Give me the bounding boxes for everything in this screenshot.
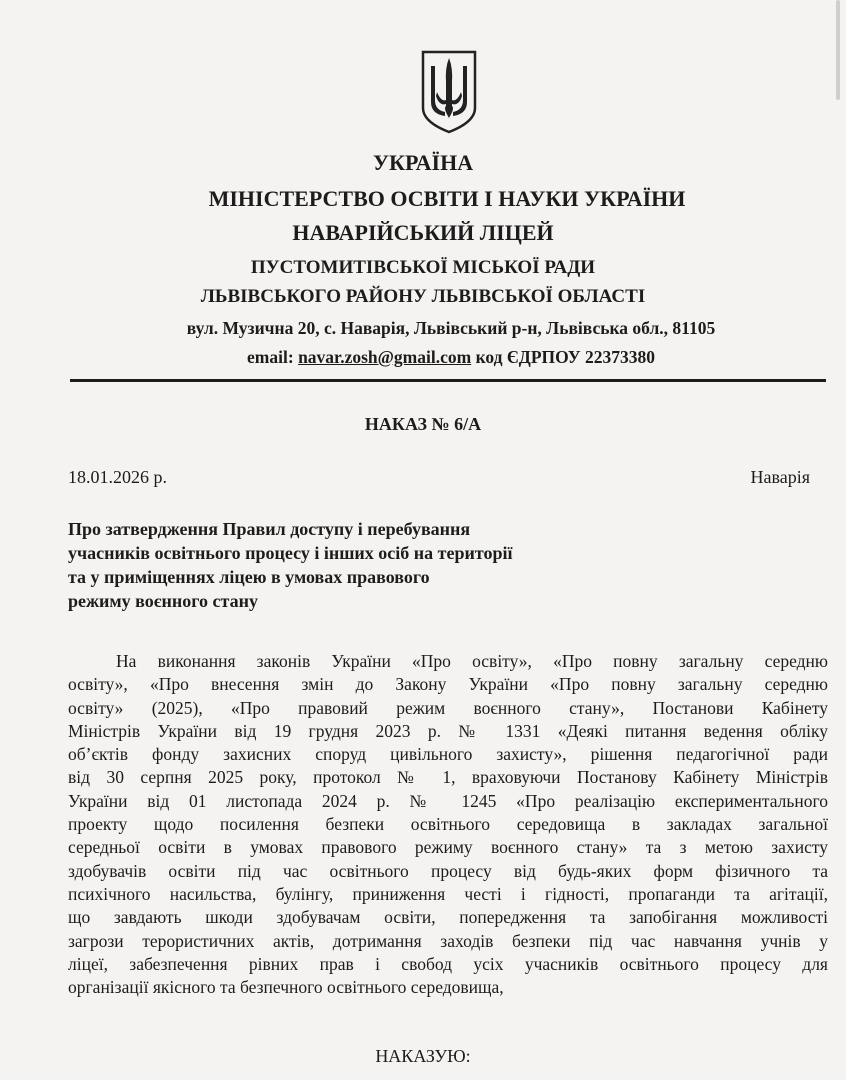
district-title: ЛЬВІВСЬКОГО РАЙОНУ ЛЬВІВСЬКОЇ ОБЛАСТІ: [200, 286, 646, 307]
body-line: ліцеї, забезпечення рівних прав і свобод усіх учасників освітнього процесу для: [68, 953, 828, 974]
subject-line: та у приміщеннях ліцею в умовах правового: [68, 567, 430, 587]
body-line: загрози терористичних актів, дотримання заходів безпеки під час навчання учнів у: [68, 930, 828, 951]
order-place: Наварія: [750, 467, 810, 487]
country-title: УКРАЇНА: [372, 150, 474, 175]
body-line: організації якісного та безпечного освітнього середовища,: [68, 977, 504, 998]
body-line: від 30 серпня 2025 року, протокол № 1, враховуючи Постанову Кабінету Міністрів: [68, 767, 828, 788]
ministry-title: МІНІСТЕРСТВО ОСВІТИ І НАУКИ УКРАЇНИ: [208, 186, 686, 211]
body-line: проекту щодо посилення безпеки освітнього середовища в закладах загальної: [68, 814, 828, 835]
body-line: здобувачів освіти під час освітнього процесу від будь-яких форм фізичного та: [68, 860, 828, 881]
edrpou-code: код ЄДРПОУ 22373380: [475, 347, 655, 367]
order-directive-heading: НАКАЗУЮ:: [375, 1046, 471, 1066]
scrollbar[interactable]: [836, 0, 840, 100]
subject-line: учасників освітнього процесу і інших осіб на території: [68, 543, 513, 563]
body-line: середньої освіти в умовах правового режиму воєнного стану» та з метою захисту: [68, 837, 828, 858]
body-line: України від 01 листопада 2024 р. № 1245 «Про реалізацію експериментального: [68, 790, 828, 811]
subject-line: режиму воєнного стану: [68, 591, 258, 611]
body-line: освіту», «Про внесення змін до Закону України «Про повну загальну середню: [68, 674, 828, 695]
body-line: На виконання законів України «Про освіту», «Про повну загальну середню: [116, 651, 828, 671]
order-subject: [68, 517, 513, 613]
body-line: Міністрів України від 19 грудня 2023 р. № 1331 «Деякі питання ведення обліку: [68, 720, 828, 741]
trident-emblem-icon: [419, 48, 479, 134]
council-title: ПУСТОМИТІВСЬКОЇ МІСЬКОЇ РАДИ: [250, 257, 596, 278]
body-line: об’єктів фонду захисних споруд цивільного захисту», рішення педагогічної ради: [68, 744, 828, 765]
address-line: вул. Музична 20, с. Наварія, Львівський р-н, Львівська обл., 81105: [186, 318, 716, 338]
body-line: освіту» (2025), «Про правовий режим воєнного стану», Постанови Кабінету: [68, 697, 828, 718]
school-title: НАВАРІЙСЬКИЙ ЛІЦЕЙ: [292, 220, 554, 245]
subject-line: Про затвердження Правил доступу і перебування: [68, 519, 471, 539]
order-title: НАКАЗ № 6/А: [364, 414, 482, 434]
header-divider: [70, 379, 826, 382]
body-line: що завдають шкоди здобувачам освіти, попередження та запобігання можливості: [68, 907, 828, 928]
body-line: психічного насильства, булінгу, приниження честі і гідності, пропаганди та агітації,: [68, 883, 828, 904]
email-link[interactable]: navar.zosh@gmail.com: [298, 347, 472, 367]
order-preamble: [68, 650, 828, 999]
email-label: email:: [247, 347, 294, 367]
order-date: 18.01.2026 р.: [68, 467, 167, 487]
contacts-line: [28, 347, 846, 368]
